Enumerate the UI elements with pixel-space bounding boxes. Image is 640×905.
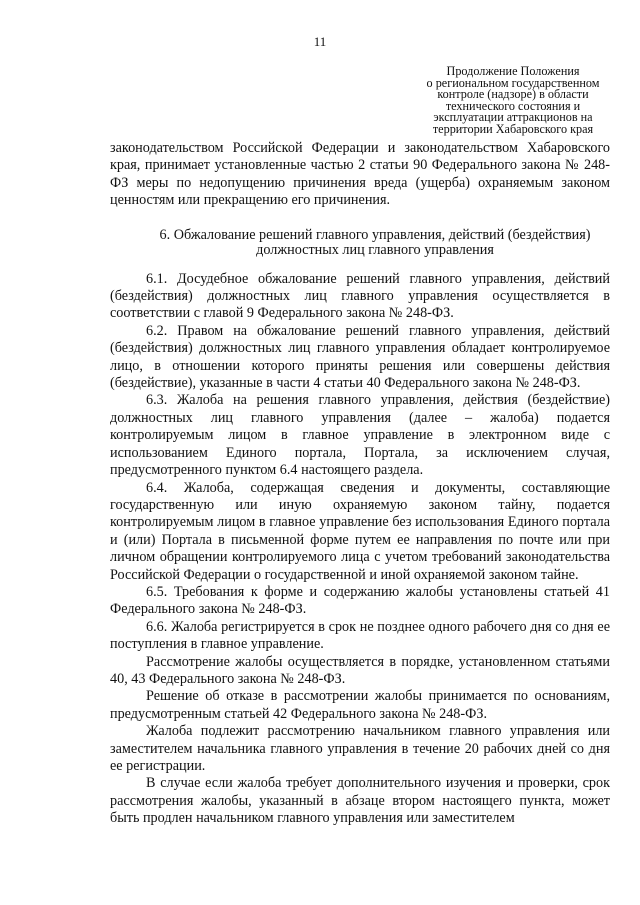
header-line: контроле (надзоре) в области <box>437 87 589 101</box>
document-header <box>408 66 618 135</box>
paragraph-6-4: 6.4. Жалоба, содержащая сведения и документы, составляющие государственную или иную охраняемую законом тайну, подается контролируемым лицом в главное управление без использования Единого портала и (или) Портала в письменной форме путем ее направления по почте или при личном обращении контролируемого лица с учетом требований законодательства Российской Федерации о государственной и иной охраняемой законом тайне. <box>110 479 610 583</box>
paragraph-6-1: 6.1. Досудебное обжалование решений главного управления, действий (бездействия) должностных лиц главного управления осуществляется в соответствии с главой 9 Федерального закона № 248-ФЗ. <box>110 270 610 322</box>
paragraph-review-order: Рассмотрение жалобы осуществляется в порядке, установленном статьями 40, 43 Федерального закона № 248-ФЗ. <box>110 653 610 687</box>
paragraph-extension: В случае если жалоба требует дополнительного изучения и проверки, срок рассмотрения жалобы, указанный в абзаце втором настоящего пункта, может быть продлен начальником главного управления или заместителем <box>110 775 610 827</box>
header-line: о региональном государственном <box>426 75 600 90</box>
paragraph-review-term: Жалоба подлежит рассмотрению начальником главного управления или заместителем начальника главного управления в течение 20 рабочих дней со дня ее регистрации. <box>110 723 610 774</box>
paragraph-6-3: 6.3. Жалоба на решения главного управления, действия (бездействие) должностных лиц главного управления (далее – жалоба) подается контролируемым лицом в главное управление в электронном виде с использованием Единого портала, Портала, за исключением случая, предусмотренного пунктом 6.4 настоящего раздела. <box>110 392 610 479</box>
header-line: технического состояния и <box>445 98 581 113</box>
page-number: 11 <box>313 34 327 49</box>
header-line: территории Хабаровского края <box>432 121 594 136</box>
intro-paragraph: законодательством Российской Федерации и законодательством Хабаровского края, принимает установленные частью 2 статьи 90 Федерального закона № 248-ФЗ меры по недопущению причинения вреда (ущерба) охраняемым законом ценностям или прекращению его причинения. <box>110 140 610 209</box>
section-heading: 6. Обжалование решений главного управления, действий (бездействия) должностных лиц главного управления <box>159 226 591 259</box>
paragraph-6-2: 6.2. Правом на обжалование решений главного управления, действий (бездействия) должностных лиц главного управления обладает контролируемое лицо, в отношении которого приняты решения или совершены действия (бездействие), указанные в части 4 статьи 40 Федерального закона № 248-ФЗ. <box>110 322 610 392</box>
header-line: Продолжение Положения <box>446 64 580 78</box>
header-line: эксплуатации аттракционов на <box>433 110 593 124</box>
paragraph-6-5: 6.5. Требования к форме и содержанию жалобы установлены статьей 41 Федерального закона № 248-ФЗ. <box>110 583 610 618</box>
document-body <box>110 140 610 828</box>
paragraph-6-6: 6.6. Жалоба регистрируется в срок не позднее одного рабочего дня со дня ее поступления в главное управление. <box>110 618 610 653</box>
paragraph-refusal: Решение об отказе в рассмотрении жалобы принимается по основаниям, предусмотренным статьей 42 Федерального закона № 248-ФЗ. <box>110 688 610 722</box>
